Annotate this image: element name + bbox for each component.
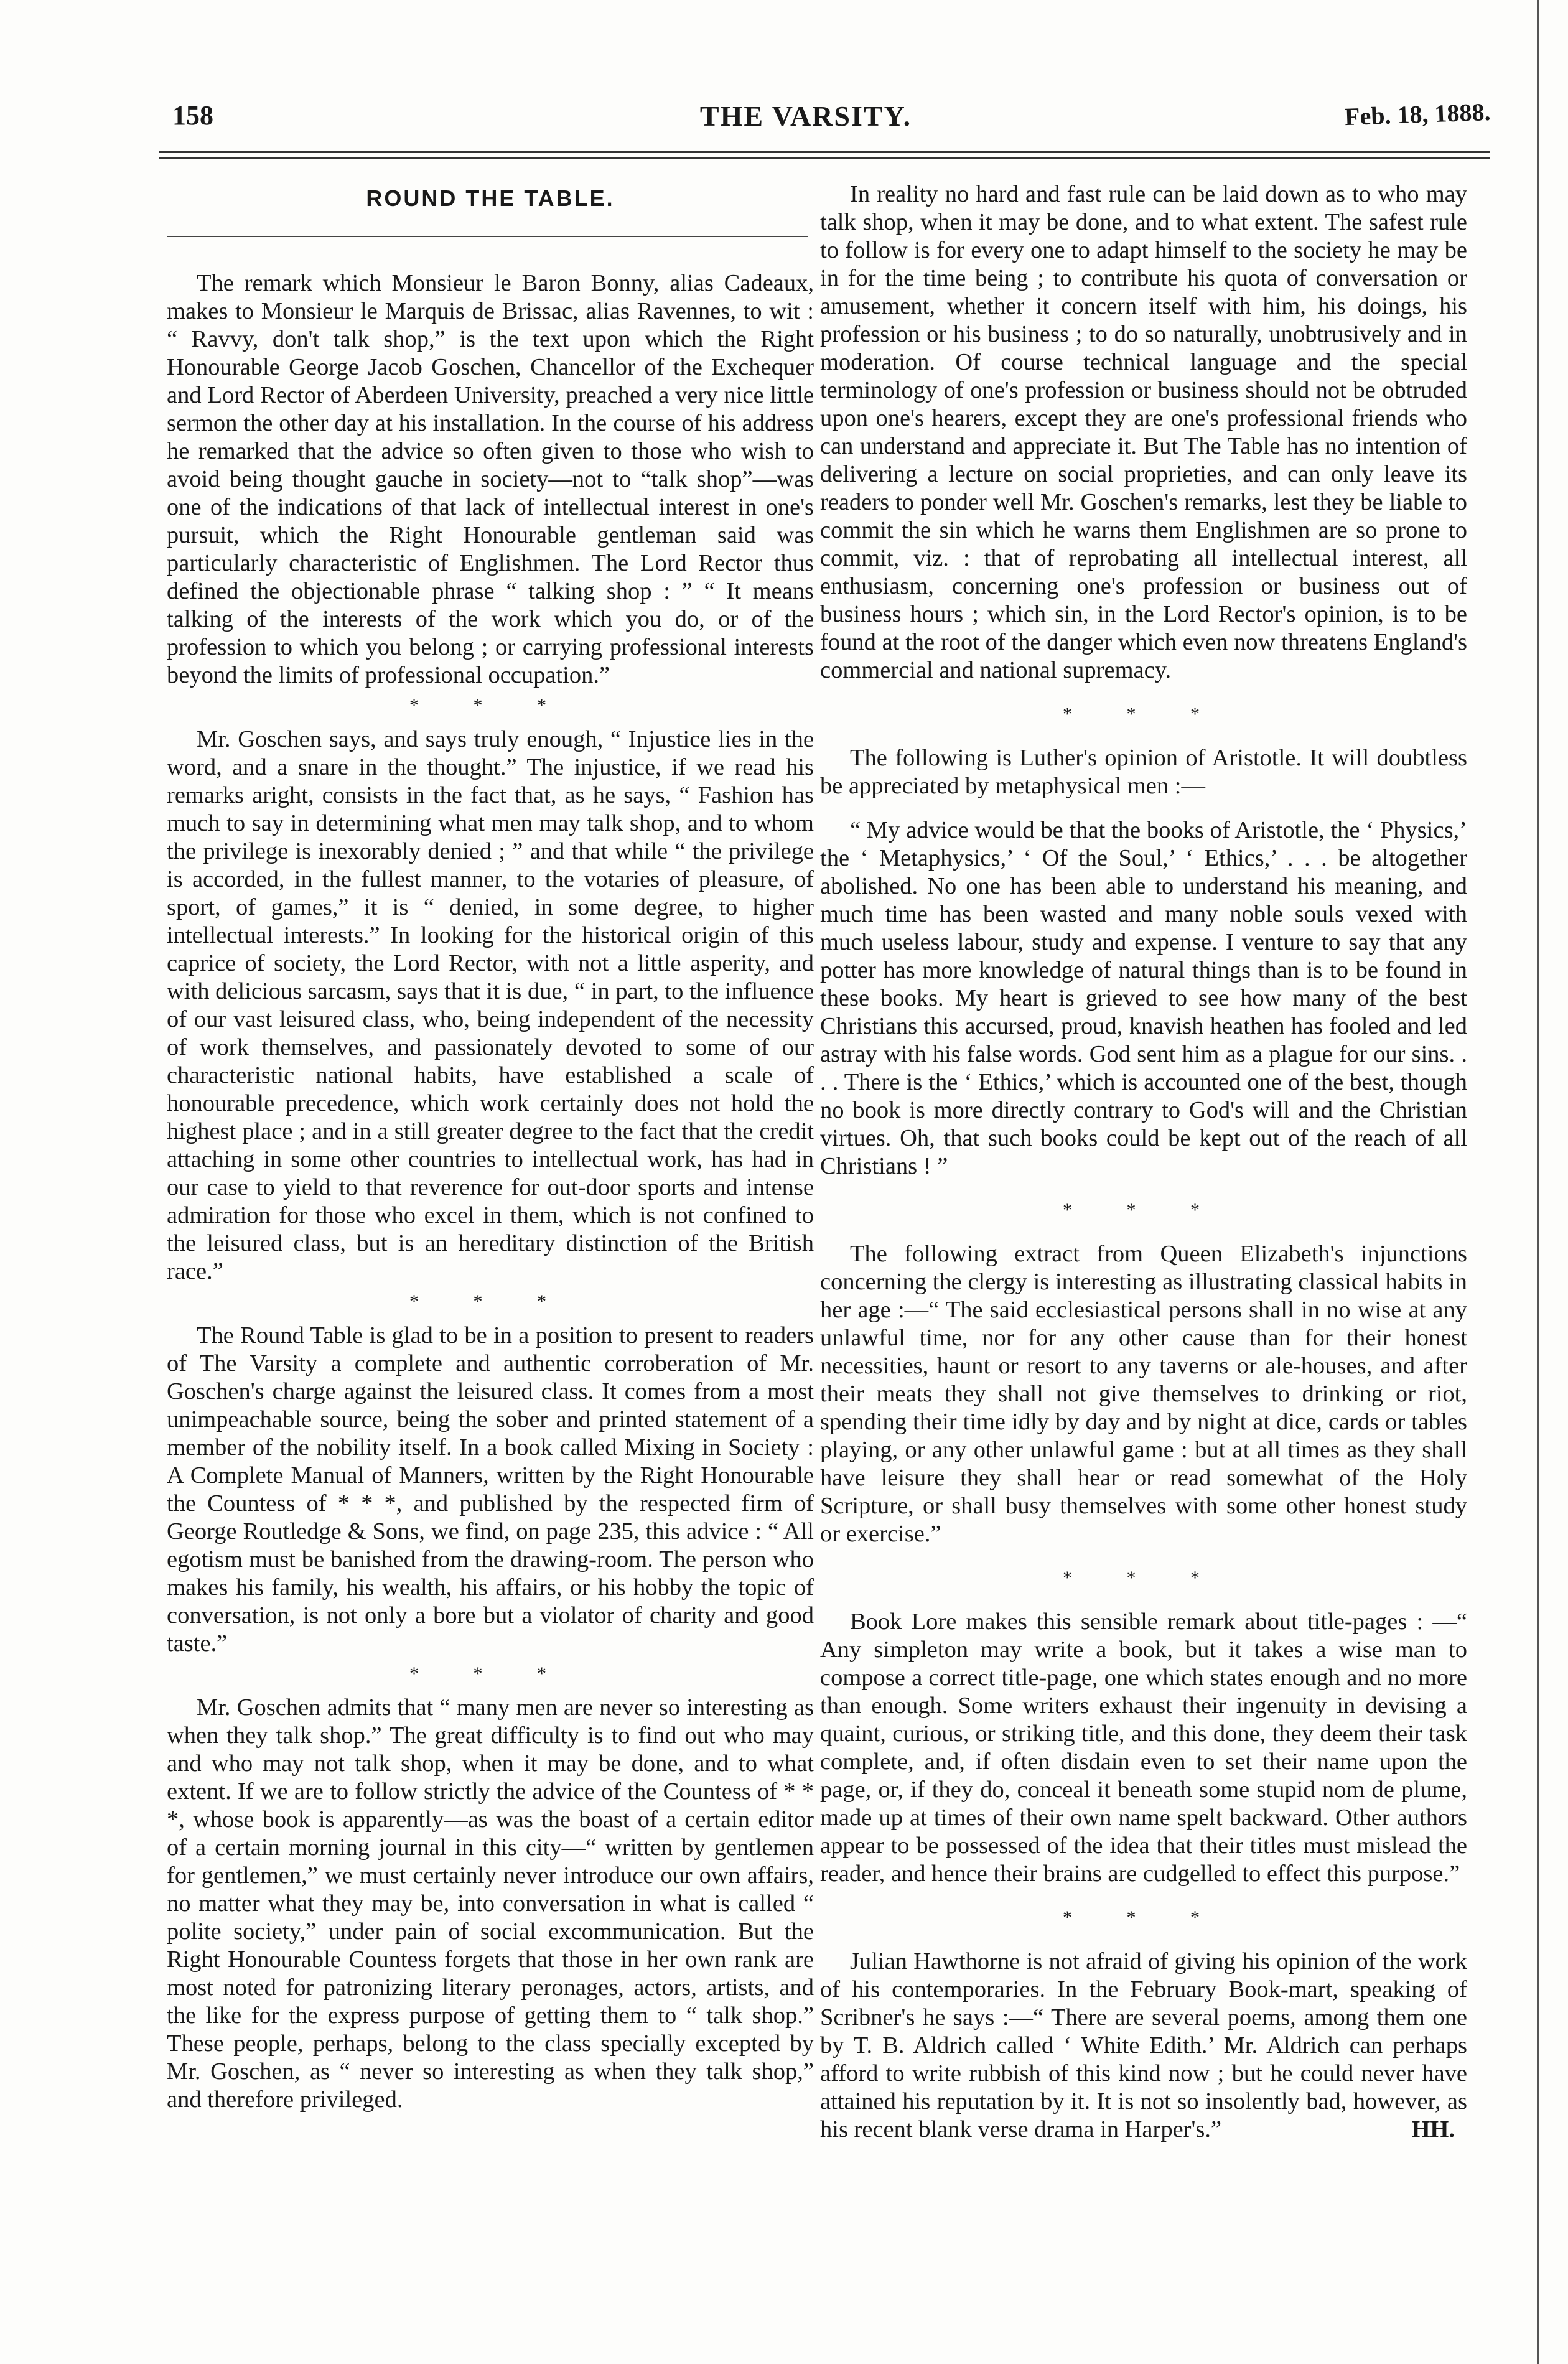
article-paragraph: Book Lore makes this sensible remark about title-pages : —“ Any simpleton may write a book, but it takes a wise man to compose a correct title-page, one which states enough and no more than enough. Some writers exhaust their ingenuity in devising a quaint, curious, or striking title, and this done, they deem their task complete, and, if often disdain even to set their name upon the page, or, if they do, conceal it beneath some stupid nom de plume, made up at times of their own name spelt backward. Other authors appear to be possessed of the idea that their titles must mislead the reader, and hence their brains are cudgelled to effect this purpose.” [820, 1609, 1467, 1887]
issue-date: Feb. 18, 1888. [1343, 97, 1491, 131]
author-signature: HH. [1411, 2116, 1455, 2142]
page-number: 158 [172, 100, 213, 131]
article-paragraph: In reality no hard and fast rule can be laid down as to who may talk shop, when it may be done, and to what extent. The safest rule to follow is for every one to adapt himself to the society he may be in for the time being ; to contribute his quota of conversation or amusement, whether it concern itself with him, his doings, his profession or his business ; to do so naturally, unobtrusively and in moderation. Of course technical language and the special terminology of one's profession or business should not be obtruded upon one's hearers, except they are one's professional friends who can understand and appreciate it. But The Table has no intention of delivering a lecture on social proprieties, and can only leave its readers to ponder well Mr. Goschen's remarks, lest they be liable to commit the sin which he warns them Englishmen are so prone to commit, viz. : that of reprobating all intellectual interest, all enthusiasm, concerning one's profession or business out of business hours ; which sin, in the Lord Rector's opinion, is to be found at the root of the danger which even now threatens England's commercial and national supremacy. [820, 181, 1467, 683]
right-column [820, 180, 1467, 2144]
page-header [121, 97, 1491, 149]
section-divider-stars: * * * [1063, 1907, 1225, 1928]
article-paragraph: The Round Table is glad to be in a position to present to readers of The Varsity a complete and authentic corroberation of Mr. Goschen's charge against the leisured class. It comes from a most unimpeachable source, being the sober and printed statement of a member of the nobility itself. In a book called Mixing in Society : A Complete Manual of Manners, written by the Right Honourable the Countess of * * *, and published by the respected firm of George Routledge & Sons, we find, on page 235, this advice : “ All egotism must be banished from the drawing-room. The person who makes his family, his wealth, his affairs, or his hobby the topic of conversation, is not only a bore but a violator of charity and good taste.” [167, 1322, 814, 1656]
section-divider-stars: * * * [1063, 1200, 1225, 1220]
masthead-title: THE VARSITY. [699, 100, 912, 132]
article-paragraph: The following is Luther's opinion of Aristotle. It will doubtless be appreciated by metaphysical men :— [820, 745, 1467, 799]
section-divider-stars: * * * [1063, 1567, 1225, 1588]
article-paragraph: The following extract from Queen Elizabeth's injunctions concerning the clergy is interesting as illustrating classical habits in her age :—“ The said ecclesiastical persons shall in no wise at any unlawful time, nor for any other cause than for their honest necessities, haunt or resort to any taverns or ale-houses, and after their meats they shall not give themselves to drinking or riot, spending their time idly by day and by night at dice, cards or tables playing, or any other unlawful game : but at all times as they shall have leisure they shall hear or read somewhat of the Holy Scripture, or shall busy themselves with some other honest study or exercise.” [820, 1241, 1467, 1547]
article-paragraph: Mr. Goschen says, and says truly enough, “ Injustice lies in the word, and a snare in the thought.” The injustice, if we read his remarks aright, consists in the fact that, as he says, “ Fashion has much to say in determining what men may talk shop, and to whom the privilege is inexorably denied ; ” and that while “ the privilege is accorded, in the fullest manner, to the votaries of pleasure, of sport, of games,” it is “ denied, in some degree, to higher intellectual interests.” In looking for the historical origin of this caprice of society, the Lord Rector, with not a little asperity, and with delicious sarcasm, says that it is due, “ in part, to the influence of our vast leisured class, who, being independent of the necessity of work themselves, and passionately devoted to some of our characteristic national habits, have established a scale of honourable precedence, which work certainly does not hold the highest place ; and in a still greater degree to the fact that the credit attaching in some other countries to intellectual work, has had in our case to yield to that reverence for out-door sports and intense admiration for those who excel in them, which is not confined to the leisured class, but is an hereditary distinction of the British race.” [167, 726, 814, 1284]
left-column [167, 180, 814, 2114]
article-paragraph: Mr. Goschen admits that “ many men are never so interesting as when they talk shop.” The great difficulty is to find out who may and who may not talk shop, when it may be done, and to what extent. If we are to follow strictly the advice of the Countess of * * *, whose book is apparently—as was the boast of a certain editor of a certain morning journal in this city—“ written by gentlemen for gentlemen,” we must certainly never introduce our own affairs, no matter what they may be, into conversation in what is called “ polite society,” under pain of social excommunication. But the Right Honourable Countess forgets that those in her own rank are most noted for patronizing literary peronages, actors, artists, and the like for the express purpose of getting them to “ talk shop.” These people, perhaps, belong to the class specially excepted by Mr. Goschen, as “ never so interesting as when they talk shop,” and therefore privileged. [167, 1694, 814, 2113]
section-divider-stars: * * * [409, 1291, 571, 1312]
section-divider-stars: * * * [409, 695, 571, 716]
article-paragraph: The remark which Monsieur le Baron Bonny, alias Cadeaux, makes to Monsieur le Marquis de Brissac, alias Ravennes, to wit : “ Ravvy, don't talk shop,” is the text upon which the Right Honourable George Jacob Goschen, Chancellor of the Exchequer and Lord Rector of Aberdeen University, preached a very nice little sermon the other day at his installation. In the course of his address he remarked that the advice so often given to those who wish to avoid being thought gauche in society—not to “talk shop”—was one of the indications of that lack of intellectual interest in one's pursuit, which the Right Honourable gentleman said was particularly characteristic of Englishmen. The Lord Rector thus defined the objectionable phrase “ talking shop : ” “ It means talking of the interests of the work which you do, or of the profession to which you belong ; or carrying professional interests beyond the limits of professional occupation.” [167, 270, 814, 688]
paragraph-gap [820, 800, 1467, 816]
heading-rule [167, 236, 808, 237]
page-edge-rule [1537, 0, 1539, 2364]
section-heading: ROUND THE TABLE. [366, 185, 615, 211]
header-rule-thin [159, 157, 1490, 159]
section-divider-stars: * * * [1063, 704, 1225, 724]
header-rule [159, 151, 1490, 153]
section-divider-stars: * * * [409, 1663, 571, 1684]
quotation-paragraph: “ My advice would be that the books of Aristotle, the ‘ Physics,’ the ‘ Metaphysics,’ ‘ Of the Soul,’ ‘ Ethics,’ . . . be altogether abolished. No one has been able to understand his meaning, and much time has been wasted and many noble souls vexed with much useless labour, study and expense. I venture to say that any potter has more knowledge of natural things than is to be found in these books. My heart is grieved to see how many of the best Christians this accursed, proud, knavish heathen has fooled and led astray with his false words. God sent him as a plague for our sins. . . . There is the ‘ Ethics,’ which is accounted one of the best, though no book is more directly contrary to God's will and the Christian virtues. Oh, that such books could be kept out of the reach of all Christians ! ” [820, 817, 1467, 1179]
article-paragraph: Julian Hawthorne is not afraid of giving his opinion of the work of his contemporaries. In the February Book-mart, speaking of Scribner's he says :—“ There are several poems, among them one by T. B. Aldrich called ‘ White Edith.’ Mr. Aldrich can perhaps afford to write rubbish of this kind now ; but he could never have attained his reputation by it. It is not so insolently bad, however, as his recent blank verse drama in Harper's.” [820, 1948, 1467, 2142]
